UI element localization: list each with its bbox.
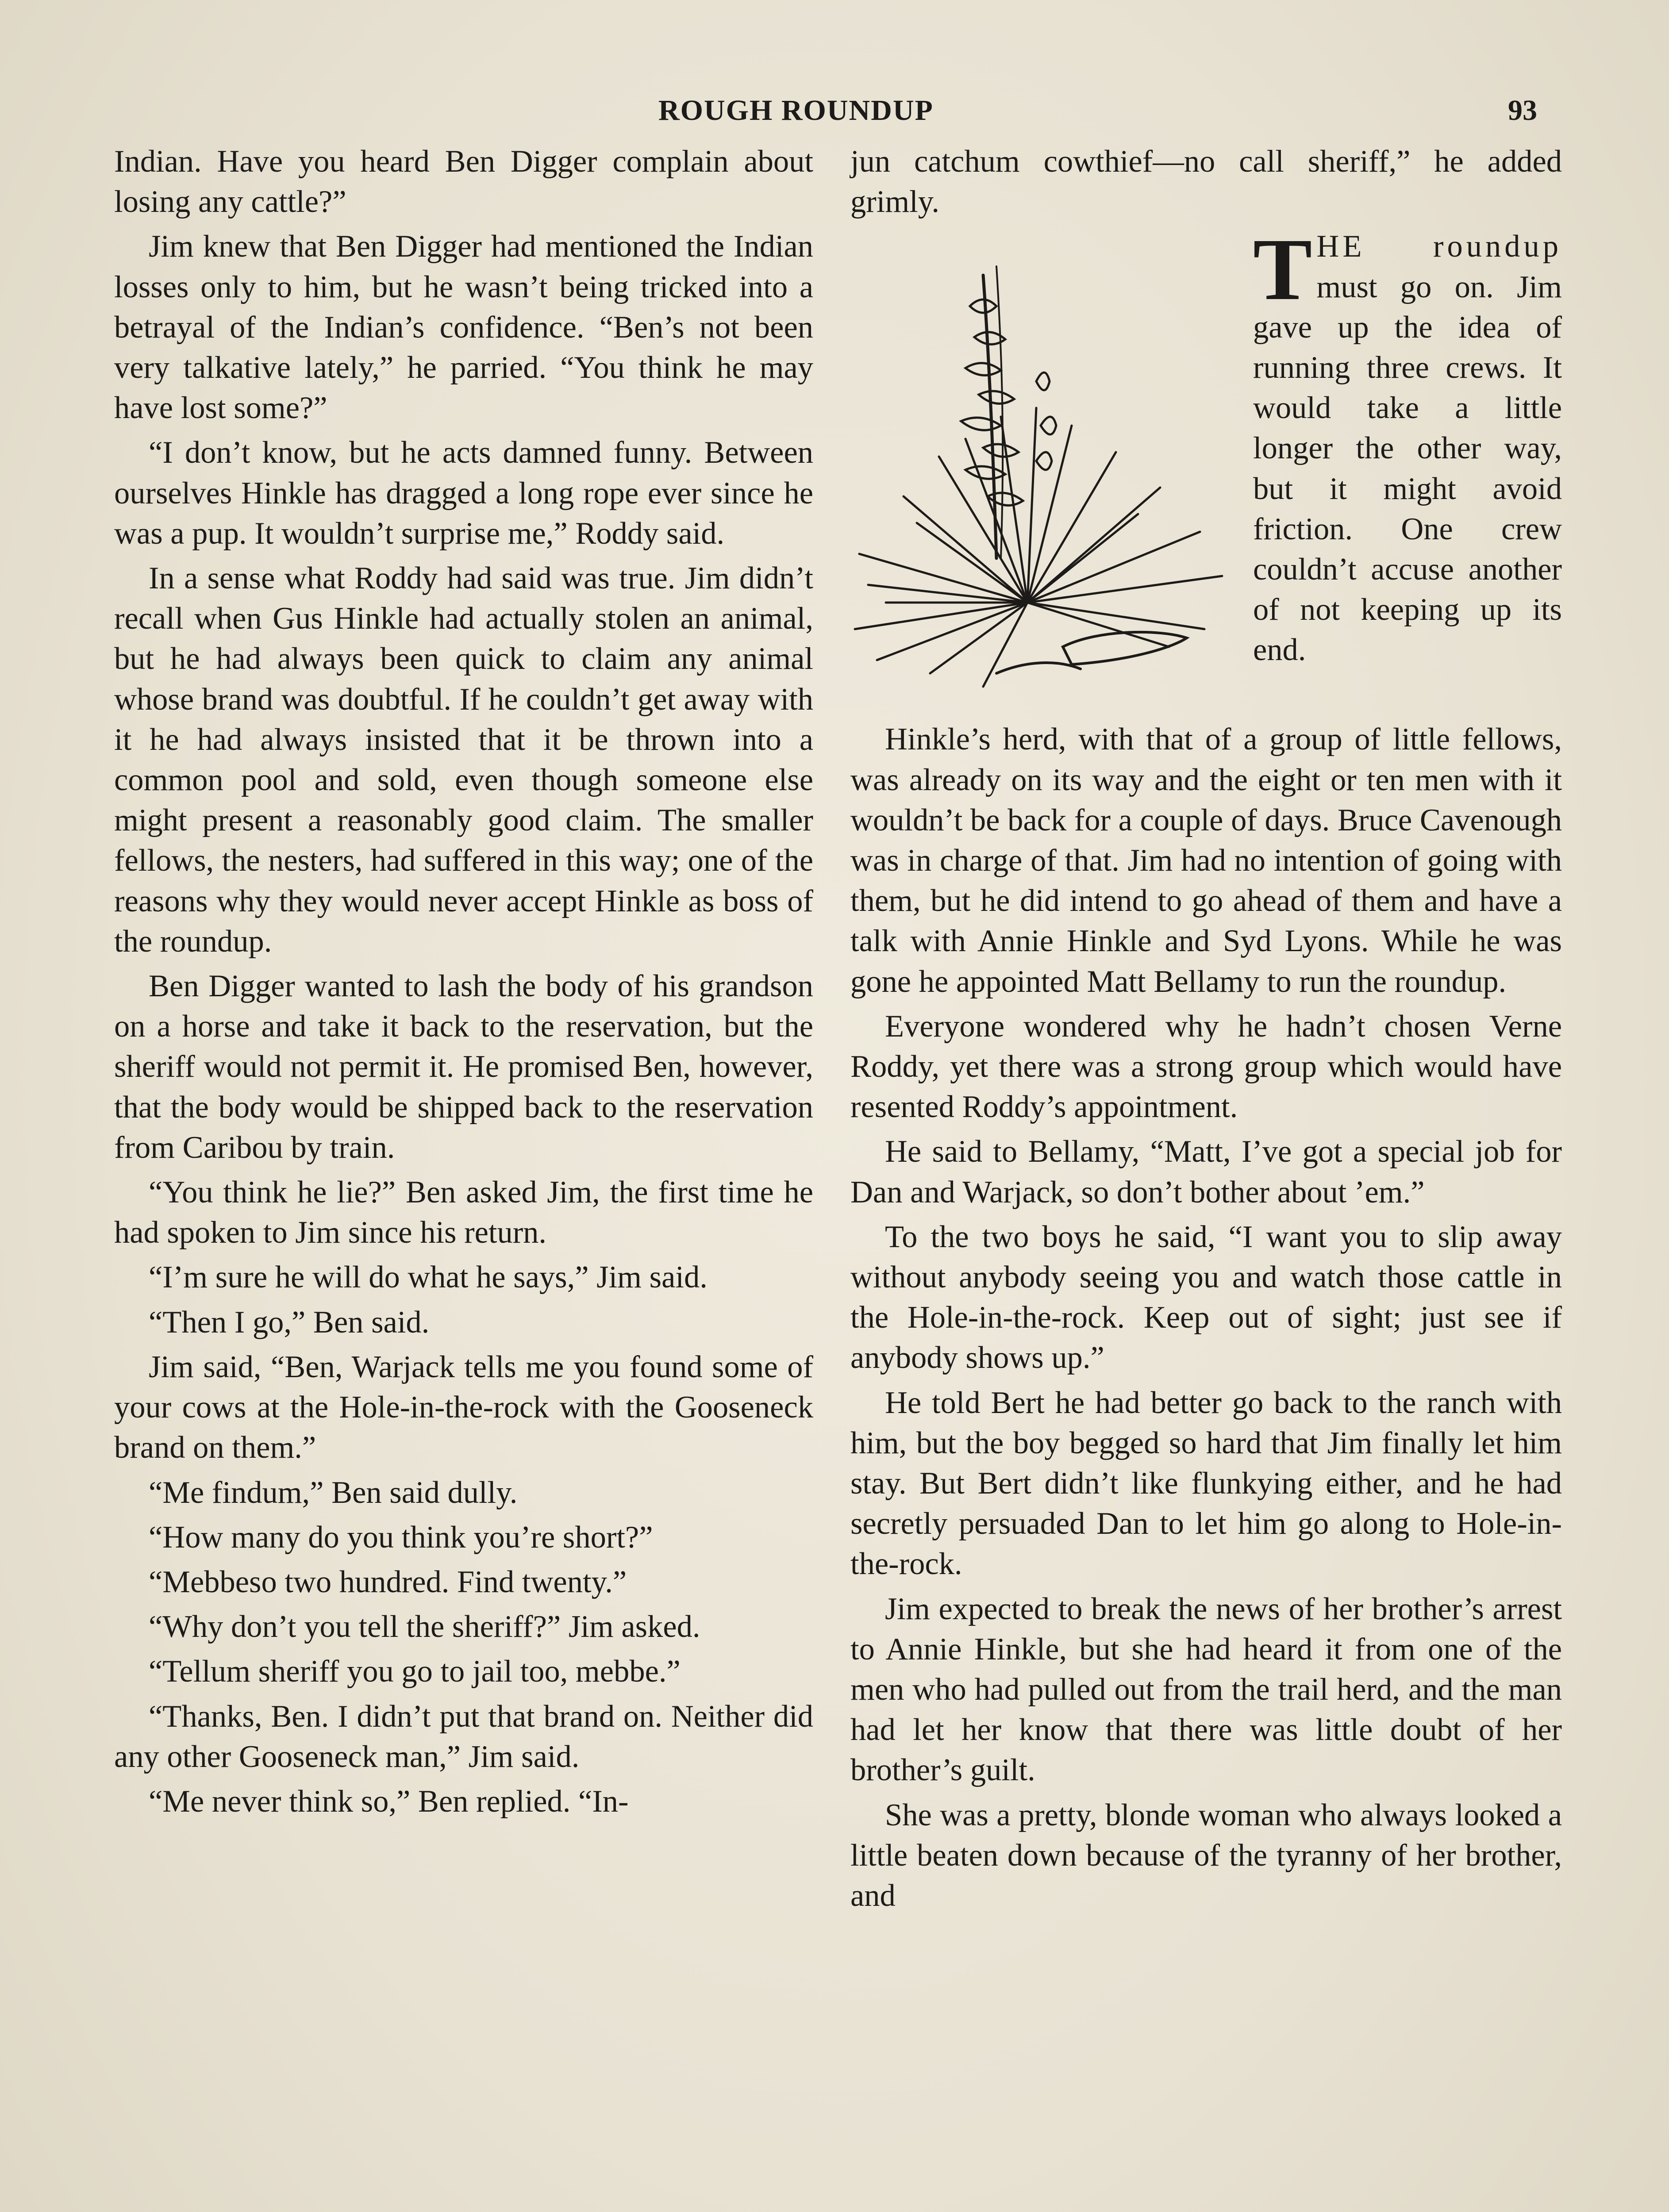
paragraph: jun catchum cowthief—no call sheriff,” he added grimly. [850,144,1562,219]
yucca-plant-icon [850,249,1235,713]
page-number: 93 [1508,94,1537,127]
paragraph: Indian. Have you heard Ben Digger complain about losing any cattle?” [114,144,813,219]
paragraph: “I don’t know, but he acts damned funny. Between ourselves Hinkle has dragged a long rope ever since he was a pup. It wouldn’t surprise me,” Roddy said. [114,435,813,551]
paragraph: “How many do you think you’re short?” [149,1520,653,1555]
paragraph: “Me findum,” Ben said dully. [149,1475,518,1510]
left-column [114,142,813,1826]
section-text: must go on. Jim gave up the idea of running three crews. It would take a little longer the other way, but it might avoid friction. One crew couldn’t accuse another of not keeping up its end. [1253,269,1562,668]
paragraph: Everyone wondered why he hadn’t chosen Verne Roddy, yet there was a strong group which would have resented Roddy’s appointment. [850,1009,1562,1125]
paragraph: Hinkle’s herd, with that of a group of little fellows, was already on its way and the eight or ten men with it wouldn’t be back for a couple of days. Bruce Cavenough was in charge of that. Jim had no intention of going with them, but he did intend to go ahead of them and have a talk with Annie Hinkle and Syd Lyons. While he was gone he appointed Matt Bellamy to run the roundup. [850,722,1562,999]
drop-cap: T [1253,221,1312,319]
paragraph: “You think he lie?” Ben asked Jim, the first time he had spoken to Jim since his return. [114,1175,813,1250]
paragraph: Ben Digger wanted to lash the body of his grandson on a horse and take it back to the reservation, but the sheriff would not permit it. He promised Ben, however, that the body would be shipped back to the reservation from Caribou by train. [114,969,813,1165]
section-lead-in: HE roundup [1316,229,1562,264]
paragraph: She was a pretty, blonde woman who always looked a little beaten down because of the tyranny of her brother, and [850,1797,1562,1913]
paragraph: “Why don’t you tell the sheriff?” Jim asked. [149,1609,700,1644]
running-title: ROUGH ROUNDUP [658,94,934,127]
paragraph: Jim knew that Ben Digger had mentioned the Indian losses only to him, but he wasn’t being tricked into a betrayal of the Indian’s confidence. “Ben’s not been very talkative lately,” he parried. “You think he may have lost some?” [114,229,813,426]
paragraph: “Tellum sheriff you go to jail too, mebbe.” [149,1654,681,1689]
paragraph: He told Bert he had better go back to the ranch with him, but the boy begged so hard that Jim finally let him stay. But Bert didn’t like flunkying either, and he had secretly persuaded Dan to let him go along to Hole-in-the-rock. [850,1385,1562,1582]
paragraph: “Then I go,” Ben said. [149,1305,430,1340]
paragraph: He said to Bellamy, “Matt, I’ve got a special job for Dan and Warjack, so don’t bother about ’em.” [850,1134,1562,1210]
paragraph: To the two boys he said, “I want you to slip away without anybody seeing you and watch those cattle in the Hole-in-the-rock. Keep out of sight; just see if anybody shows up.” [850,1219,1562,1375]
paragraph: “Me never think so,” Ben replied. “In- [149,1784,629,1819]
right-column [850,142,1562,1920]
yucca-plant-illustration [850,249,1235,713]
paragraph: Jim expected to break the news of her brother’s arrest to Annie Hinkle, but she had heard it from one of the men who had pulled out from the trail herd, and the man had let her know that there was little doubt of her brother’s guilt. [850,1591,1562,1788]
paragraph: “Mebbeso two hundred. Find twenty.” [149,1564,627,1599]
paragraph: “I’m sure he will do what he says,” Jim said. [149,1260,708,1295]
paragraph: Jim said, “Ben, Warjack tells me you found some of your cows at the Hole-in-the-rock with the Gooseneck brand on them.” [114,1349,813,1465]
paragraph: In a sense what Roddy had said was true. Jim didn’t recall when Gus Hinkle had actually stolen an animal, but he had always been quick to claim any animal whose brand was doubtful. If he couldn’t get away with it he had always insisted that it be thrown into a common pool and sold, even though someone else might present a reasonably good claim. The smaller fellows, the nesters, had suffered in this way; one of the reasons why they would never accept Hinkle as boss of the roundup. [114,561,813,959]
paragraph: “Thanks, Ben. I didn’t put that brand on. Neither did any other Gooseneck man,” Jim said. [114,1699,813,1774]
